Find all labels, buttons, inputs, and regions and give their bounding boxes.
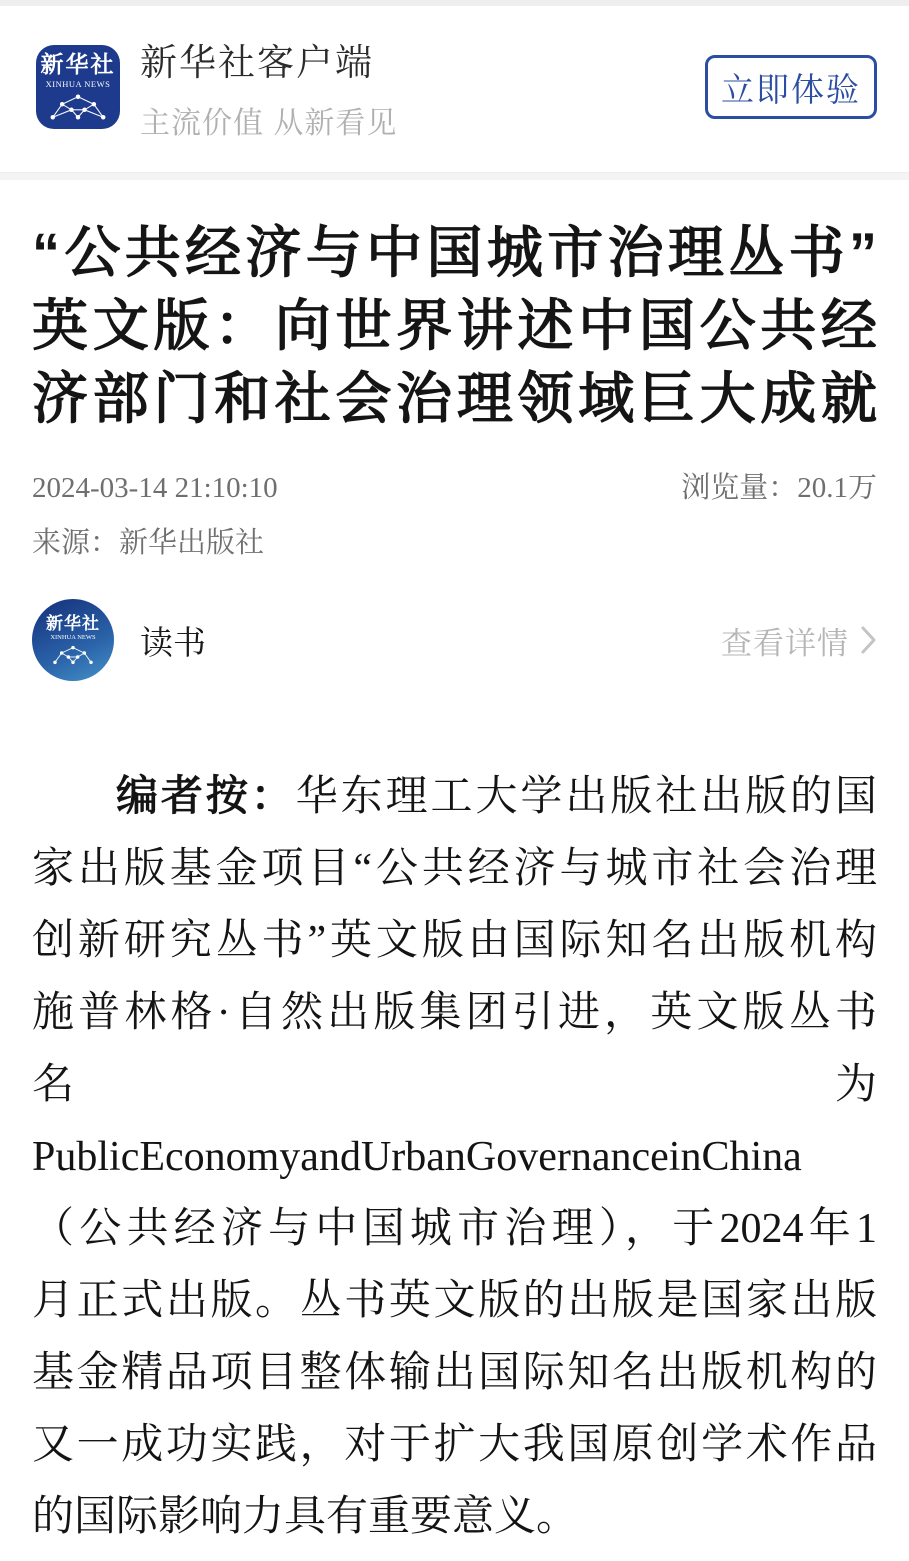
- body-text: 华东理工大学出版社出版的国: [295, 774, 877, 820]
- publish-timestamp: 2024-03-14 21:10:10: [32, 472, 278, 504]
- logo-en-text: XINHUA NEWS: [45, 79, 111, 90]
- app-title: 新华社客户端: [140, 42, 374, 83]
- app-banner-text: [140, 32, 705, 142]
- article-meta-row: [32, 465, 877, 506]
- body-line: 家出版基金项目“公共经济与城市社会治理: [32, 846, 877, 892]
- app-subtitle: 主流价值 从新看见: [140, 107, 398, 140]
- view-details-link[interactable]: [721, 618, 877, 663]
- chevron-right-icon: [861, 625, 877, 655]
- header-separator: [0, 172, 909, 180]
- constellation-network-icon: [52, 645, 94, 665]
- article-title-line: 英文版：向世界讲述中国公共经: [32, 294, 877, 357]
- body-line: 的国际影响力具有重要意义。: [32, 1494, 579, 1540]
- article-title-line: “公共经济与中国城市治理丛书”: [32, 221, 877, 284]
- avatar-en-text: XINHUA NEWS: [50, 633, 96, 641]
- body-line: （公共经济与中国城市治理），于2024年1: [32, 1206, 877, 1252]
- view-count: [681, 465, 877, 506]
- body-line: 基金精品项目整体输出国际知名出版机构的: [32, 1350, 877, 1396]
- open-app-button[interactable]: 立即体验: [705, 55, 877, 119]
- view-count-value: 20.1万: [797, 472, 877, 504]
- source-value: 新华出版社: [119, 527, 265, 559]
- body-line-series-english-name: PublicEconomyandUrbanGovernanceinChina: [32, 1134, 802, 1180]
- body-line: 名为: [32, 1062, 877, 1108]
- body-line: 月正式出版。丛书英文版的出版是国家出版: [32, 1278, 877, 1324]
- app-download-banner: [0, 6, 909, 172]
- article-body: [32, 761, 877, 1553]
- avatar-cn-text: 新华社: [46, 613, 100, 633]
- body-line: 施普林格·自然出版集团引进，英文版丛书: [32, 990, 877, 1036]
- channel-name: 读书: [140, 623, 206, 661]
- body-line: [32, 761, 877, 833]
- view-details-label: 查看详情: [721, 625, 849, 661]
- source-label: 来源：: [32, 527, 120, 559]
- article-source-row: [32, 520, 877, 561]
- body-line: 创新研究丛书”英文版由国际知名出版机构: [32, 918, 877, 964]
- constellation-network-icon: [49, 93, 107, 121]
- xinhua-app-logo-icon: [36, 45, 120, 129]
- channel-avatar[interactable]: [32, 599, 114, 681]
- channel-row: [32, 599, 877, 681]
- article-title-line: 济部门和社会治理领域巨大成就: [32, 367, 877, 430]
- body-line: 又一成功实践，对于扩大我国原创学术作品: [32, 1422, 877, 1468]
- view-count-label: 浏览量：: [681, 472, 798, 504]
- article-content: [0, 216, 909, 1553]
- article-title: [32, 216, 877, 435]
- editor-note-label: 编者按：: [116, 774, 296, 820]
- logo-cn-text: 新华社: [40, 51, 116, 78]
